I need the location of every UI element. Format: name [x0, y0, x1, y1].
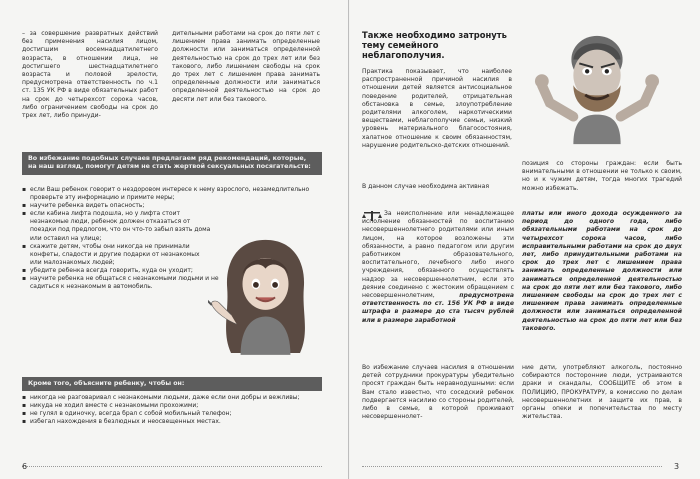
- section-heading: Также необходимо затронуть тему семейного неблагополучия.: [362, 30, 507, 60]
- left-col2-text: дительными работами на срок до пяти лет с лишением права занимать определенные должности или заниматься определенной деятельностью на срок до трех лет или без такового, либо лишением свободы на срок до трех лет с лишением права занимать определенные должности или заниматься определенной деятельностью на срок до десяти лет или без такового.: [172, 30, 320, 103]
- list-item: ▪ если Ваш ребенок говорит о нездоровом интересе к нему взрослого, незамедлительно проверьте эту информацию и примите меры;: [22, 186, 322, 202]
- right-page: [350, 0, 700, 479]
- recommendations-banner: Во избежание подобных случаев предлагаем ряд рекомендаций, которые, на наш взгляд, помогут детям не стать жертвой сексуальных посягательств:: [22, 152, 322, 175]
- left-col1-text: – за совершение развратных действий без применения насилия лицом, достигшим восемнадцатилетнего возраста, в отношении лица, не достигшего шестнадцатилетнего возраста и половой зрелости, предусмотрена ответственность по ч.1 ст. 135 УК РФ в виде обязательных работ на срок до четырехсот сорока часов, либо ограничением свободы на срок до трех лет, либо принуди-: [22, 30, 158, 120]
- list-item: ▪ убедите ребенка всегда говорить, куда он уходит;: [22, 267, 202, 275]
- list-item: ▪ никуда не ходил вместе с незнакомыми прохожими;: [22, 402, 322, 410]
- list-item: ▪ избегал нахождения в безлюдных и неосвещенных местах.: [22, 418, 322, 426]
- law-text-col1-b: предусмотрена ответственность по ст. 156 УК РФ в виде штрафа в размере до ста тысяч рублей или в размере заработной: [362, 292, 514, 324]
- footer-rule: [22, 466, 322, 467]
- explain-list: [22, 394, 322, 426]
- girl-illustration: [208, 232, 323, 357]
- list-item: ▪ научите ребенка не общаться с незнакомыми людьми и не садиться к незнакомым в автомобиль.: [22, 275, 232, 291]
- page-number: 3: [674, 462, 680, 471]
- intro-text-continued: В данном случае необходима активная: [362, 183, 490, 190]
- list-item: ▪ никогда не разговаривал с незнакомыми людьми, даже если они добры и вежливы;: [22, 394, 322, 402]
- law-text-col2: платы или иного дохода осужденного за период до одного года, либо обязательными работами на срок до четырехсот сорока часов, либо исправительными работами на срок до двух лет, либо принудительными работами на срок до трех лет с лишением права занимать определенные должности или заниматься определенной деятельностью на срок до пяти лет или без такового, либо лишением свободы на срок до трех лет с лишением права занимать определенные должности или заниматься определенной деятельностью на срок до пяти лет или без такового.: [522, 210, 682, 332]
- list-item: ▪ скажите детям, чтобы они никогда не принимали конфеты, сладости и другие подарки от незнакомых или малознакомых людей;: [22, 243, 207, 267]
- law-text-col1: [362, 210, 514, 325]
- list-item: ▪ если кабина лифта подошла, но у лифта стоит незнакомые люди, ребенок должен отказаться от поездки под предлогом, что он что-то забыл взять дома или оставил на улице;: [22, 210, 212, 242]
- list-item: ▪ научите ребенка видеть опасность;: [22, 202, 322, 210]
- law-text-col1-a: За неисполнение или ненадлежащее исполнение обязанностей по воспитанию несовершеннолетнего родителями или иным лицом, на которое возложены эти обязанности, а равно педагогом или другим работником образовательного, воспитательного, лечебного либо иного учреждения, обязанного осуществлять надзор за несовершеннолетним, если это деяние соединено с жестоким обращением с несовершеннолетним,: [362, 210, 514, 300]
- list-item: ▪ не гулял в одиночку, всегда брал с собой мобильный телефон;: [22, 410, 322, 418]
- footer-rule: [362, 466, 662, 467]
- appeal-text-col2: ние дети, употребляют алкоголь, постоянно собираются посторонние люди, устраиваются драки и скандалы, СООБЩИТЕ об этом в ПОЛИЦИЮ, ПРОКУРАТУРУ, в комиссию по делам несовершеннолетних и защите их прав, в органы опеки и попечительства по месту жительства.: [522, 364, 682, 421]
- angry-man-illustration: [522, 26, 672, 154]
- page-number: 6: [22, 462, 28, 471]
- left-page: [0, 0, 349, 479]
- explain-banner: Кроме того, объясните ребенку, чтобы он:: [22, 377, 322, 391]
- appeal-text-col1: Во избежание случаев насилия в отношении детей сотрудники прокуратуры убедительно просят граждан быть неравнодушными: если Вам стало известно, что соседский ребенок подвергается насилию со стороны родителей, либо в семье, в которой проживают несовершеннолет-: [362, 364, 514, 421]
- intro-text: Практика показывает, что наиболее распространенной причиной насилия в отношении детей является антисоциальное поведение родителей, отрицательная обстановка в семье, злоупотребление родителями алкоголем, наркотическими веществами, неблагополучие семьи, низкий уровень материального благосостояния, халатное отношение к своим обязанностям, нарушение родительско-детских отношений.: [362, 68, 512, 149]
- side-text: позиция со стороны граждан: если быть внимательными в отношении не только к своим, но и к чужим детям, тогда многих трагедий можно избежать.: [522, 160, 682, 192]
